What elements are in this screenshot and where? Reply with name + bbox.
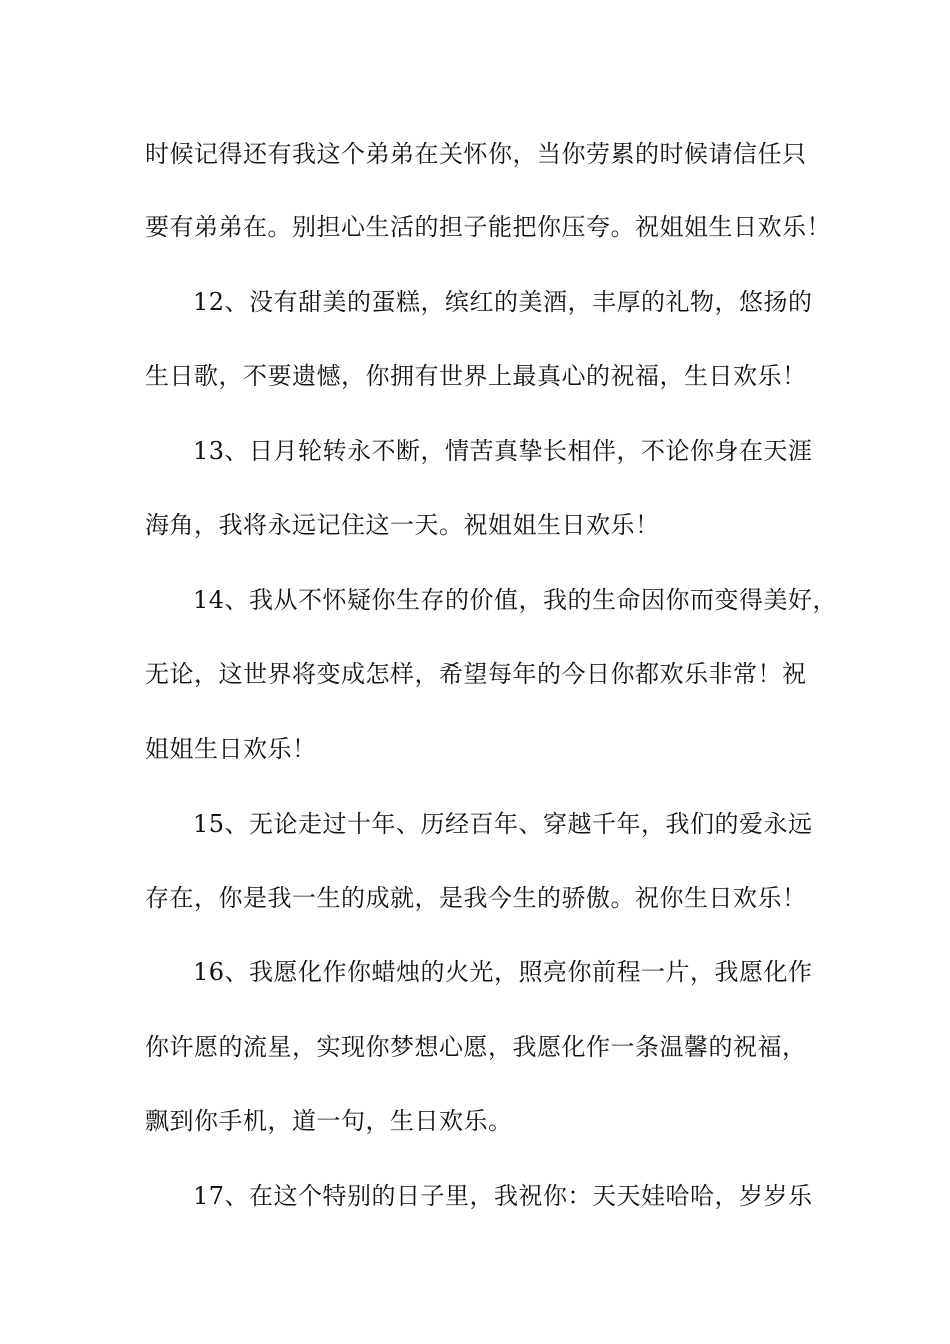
paragraph-16-line-3: 飘到你手机，道一句，生日欢乐。 — [145, 1107, 513, 1135]
paragraph-14-line-1: 14、我从不怀疑你生存的价值，我的生命因你而变得美好， — [193, 586, 838, 614]
paragraph-13-line-2: 海角，我将永远记住这一天。祝姐姐生日欢乐！ — [145, 511, 660, 539]
paragraph-16-line-1: 16、我愿化作你蜡烛的火光，照亮你前程一片，我愿化作 — [193, 958, 813, 986]
paragraph-17-line-1: 17、在这个特别的日子里，我祝你：天天娃哈哈，岁岁乐 — [193, 1182, 813, 1210]
paragraph-15-line-2: 存在，你是我一生的成就，是我今生的骄傲。祝你生日欢乐！ — [145, 884, 807, 912]
paragraph-15-line-1: 15、无论走过十年、历经百年、穿越千年，我们的爱永远 — [193, 810, 813, 838]
paragraph-16-line-2: 你许愿的流星，实现你梦想心愿，我愿化作一条温馨的祝福， — [145, 1033, 807, 1061]
paragraph-12-line-1: 12、没有甜美的蛋糕，缤红的美酒，丰厚的礼物，悠扬的 — [193, 288, 813, 316]
paragraph-12-line-2: 生日歌，不要遗憾，你拥有世界上最真心的祝福，生日欢乐！ — [145, 362, 807, 390]
paragraph-13-line-1: 13、日月轮转永不断，情苦真挚长相伴，不论你身在天涯 — [193, 437, 813, 465]
text-line: 要有弟弟在。别担心生活的担子能把你压夸。祝姐姐生日欢乐！ — [145, 213, 831, 241]
paragraph-14-line-2: 无论，这世界将变成怎样，希望每年的今日你都欢乐非常！祝 — [145, 660, 807, 688]
text-line: 时候记得还有我这个弟弟在关怀你，当你劳累的时候请信任只 — [145, 140, 807, 168]
paragraph-14-line-3: 姐姐生日欢乐！ — [145, 735, 317, 763]
